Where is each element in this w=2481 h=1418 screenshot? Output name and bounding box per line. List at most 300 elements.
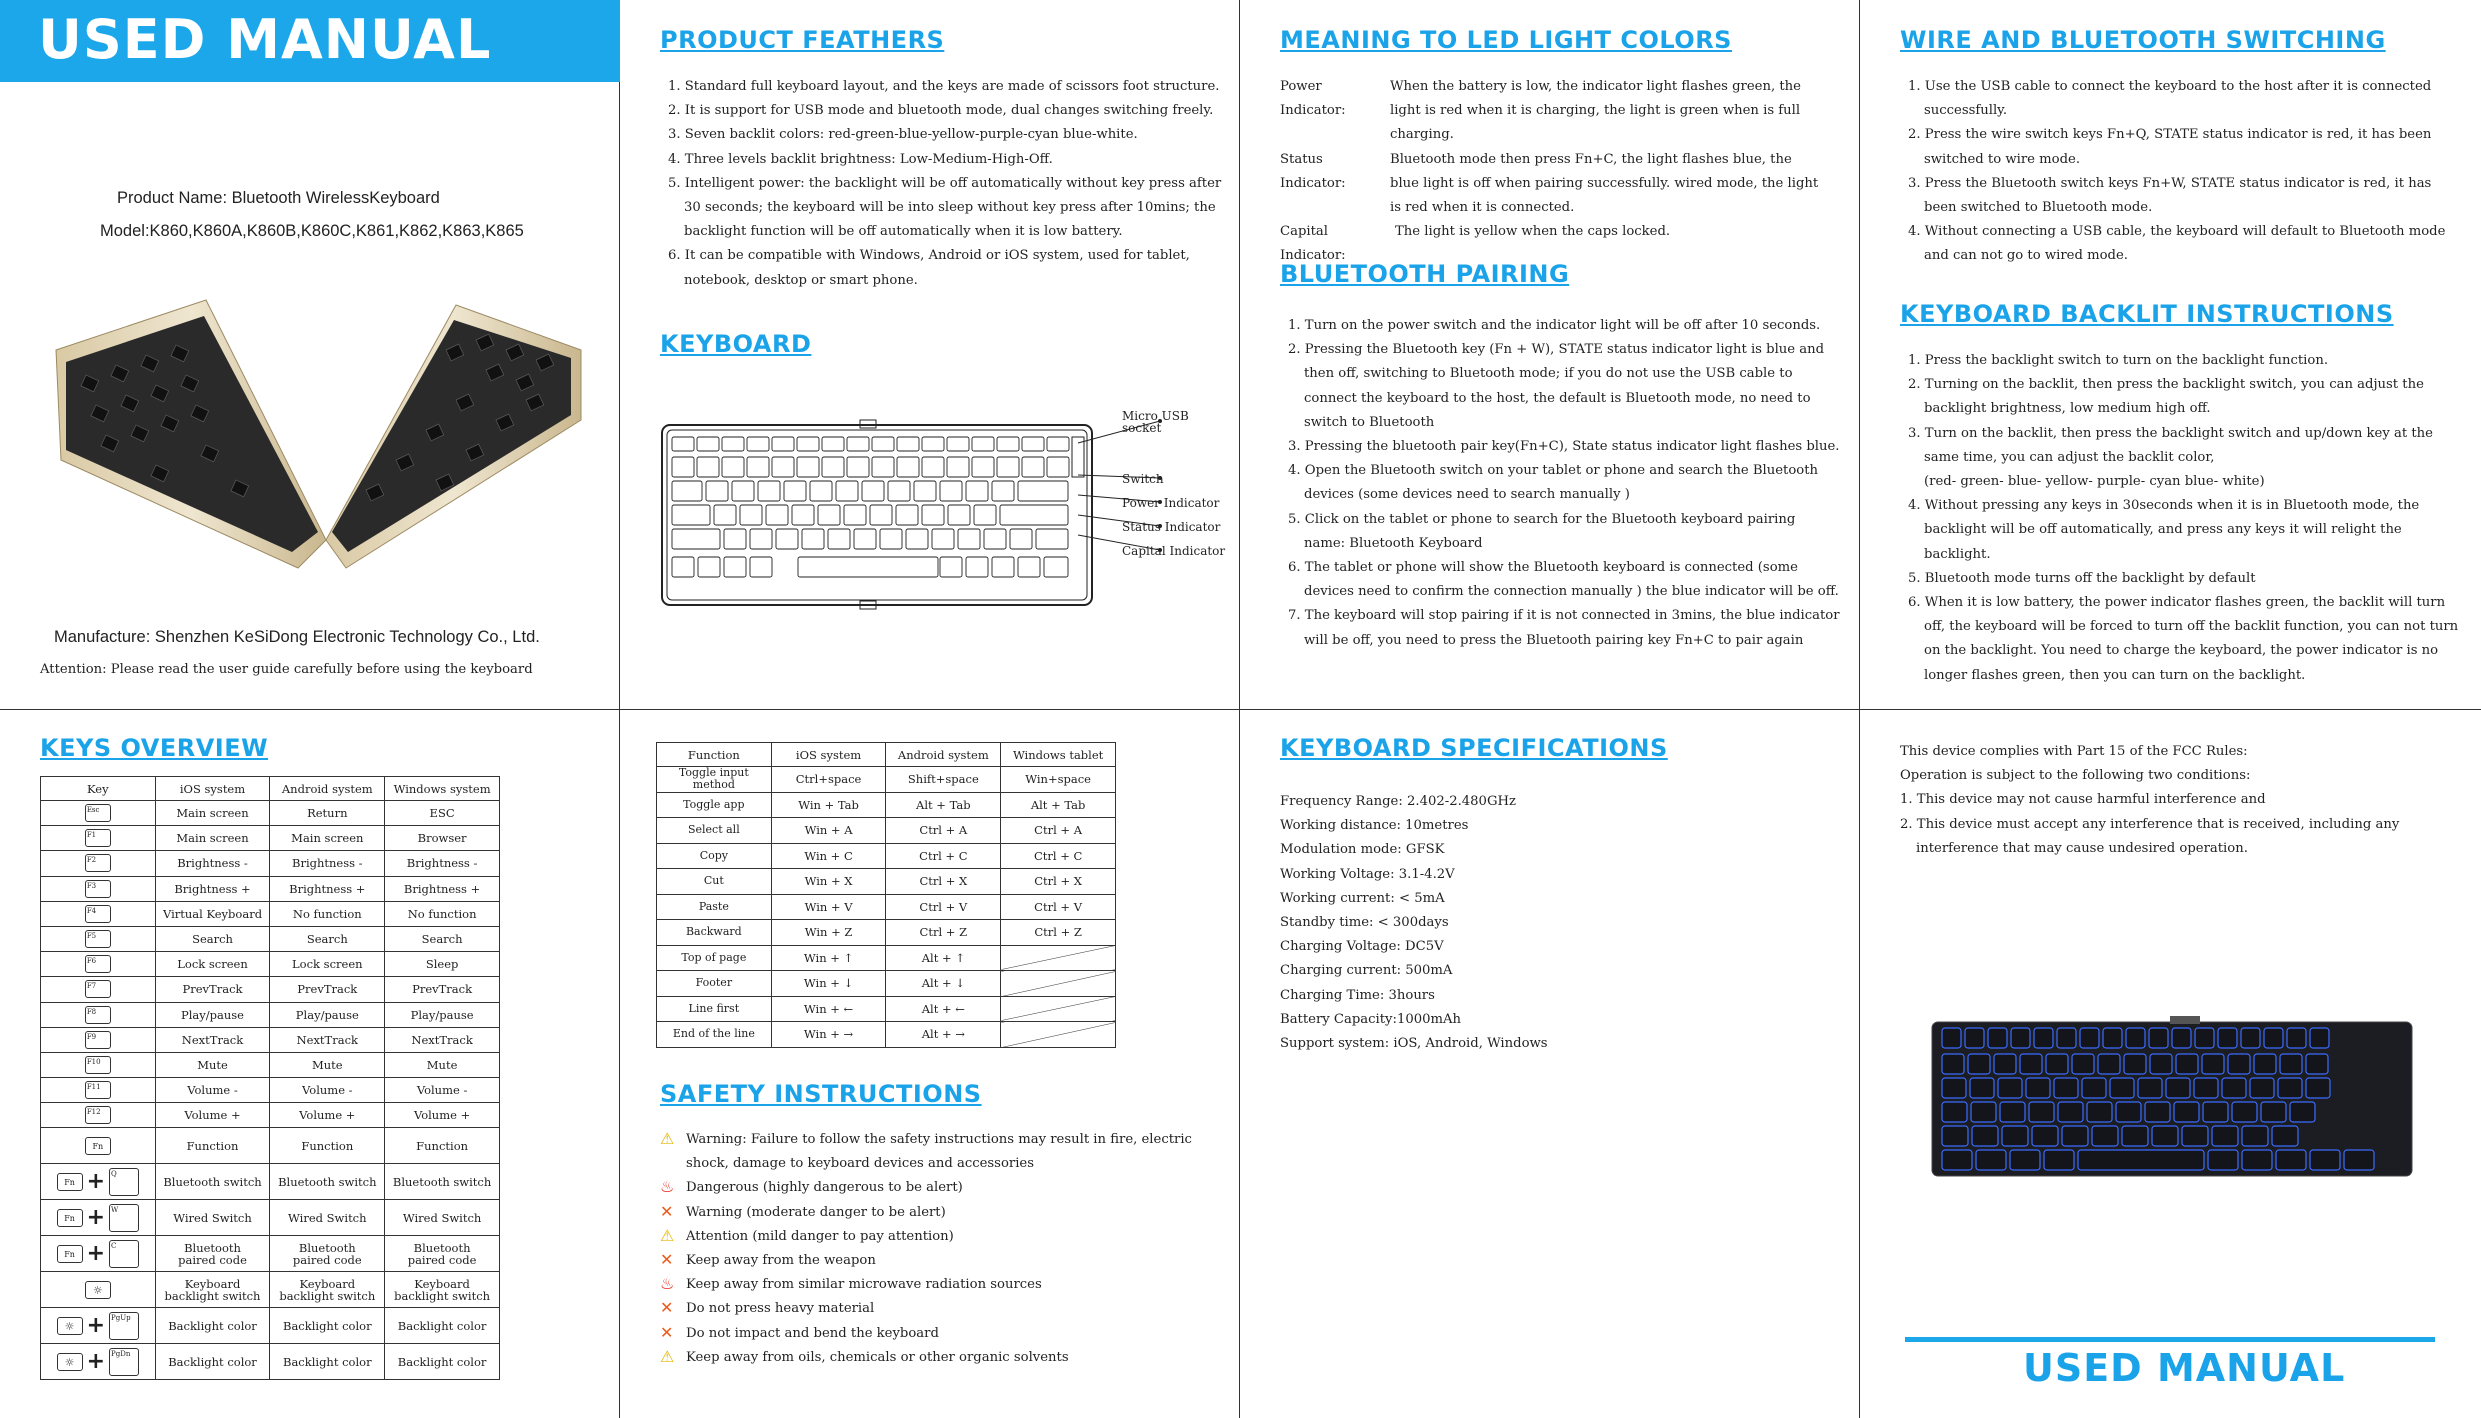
cell-ios: Win + A	[771, 818, 886, 844]
backlit-key	[2138, 1078, 2162, 1098]
specs-list	[1280, 790, 1840, 1056]
backlit-key	[1976, 1150, 2006, 1170]
combo-key-icon: PgUp	[109, 1312, 139, 1340]
cell-android: Search	[270, 926, 385, 951]
cell-function: Line first	[657, 996, 772, 1022]
backlit-key	[1942, 1126, 1968, 1146]
backlit-key	[2290, 1102, 2315, 1122]
cell-android: Alt + ↑	[886, 945, 1001, 971]
list-item: 3. Pressing the bluetooth pair key(Fn+C), State status indicator light flashes blue.	[1288, 439, 1840, 455]
list-item: 5. Click on the tablet or phone to search for the Bluetooth keyboard pairing name: Bluetooth Keyboard	[1288, 511, 1796, 551]
backlit-key	[2026, 1078, 2050, 1098]
wire-switch-title: WIRE AND BLUETOOTH SWITCHING	[1900, 26, 2386, 54]
list-item: 4. Three levels backlit brightness: Low-Medium-High-Off.	[668, 151, 1053, 167]
key-icon: F2	[85, 854, 111, 872]
backlit-key	[2166, 1078, 2190, 1098]
cell-android: Bluetooth paired code	[270, 1236, 385, 1272]
cell-ios: Backlight color	[155, 1344, 270, 1380]
cell-function: Footer	[657, 971, 772, 997]
backlit-key	[2103, 1028, 2122, 1048]
backlit-key	[2222, 1078, 2246, 1098]
safety-item	[660, 1297, 1220, 1321]
cell-ios: Win + ↑	[771, 945, 886, 971]
backlit-key	[2272, 1126, 2298, 1146]
key-cell	[41, 1164, 156, 1200]
safety-text: Keep away from similar microwave radiation sources	[686, 1277, 1042, 1293]
backlit-key	[2176, 1054, 2198, 1074]
fcc-line: This device complies with Part 15 of the FCC Rules:	[1900, 744, 2248, 759]
fn-key-icon: Fn	[57, 1209, 83, 1227]
key-cell	[41, 1344, 156, 1380]
cell-function: Paste	[657, 894, 772, 920]
cell-android: Play/pause	[270, 1002, 385, 1027]
safety-text: Attention (mild danger to pay attention)	[686, 1228, 954, 1244]
table-row	[657, 996, 1116, 1022]
table-row	[657, 971, 1116, 997]
cell-android: NextTrack	[270, 1027, 385, 1052]
warning-icon: ⚠	[660, 1129, 675, 1148]
list-item: 1. Press the backlight switch to turn on the backlight function.	[1908, 353, 2329, 368]
key-cell	[41, 1200, 156, 1236]
backlit-key	[1972, 1126, 1998, 1146]
backlit-key	[2058, 1102, 2083, 1122]
pairing-title: BLUETOOTH PAIRING	[1280, 260, 1570, 288]
keys-overview-table	[40, 776, 500, 1380]
cell-ios: Lock screen	[155, 952, 270, 977]
led-title: MEANING TO LED LIGHT COLORS	[1280, 26, 1732, 54]
backlit-key	[2278, 1078, 2302, 1098]
list-item: 6. When it is low battery, the power indicator flashes green, the backlit will turn off, the keyboard will be forced to turn off the backlit function, you can not turn on the backlight. You need to charge the keyboard, the power indicator is no longer flashes green, then you can turn on the backlight.	[1908, 595, 2459, 683]
key-cell	[41, 977, 156, 1002]
backlit-key	[2172, 1028, 2191, 1048]
led-label: Power Indicator:	[1280, 79, 1346, 119]
backlit-key	[2218, 1028, 2237, 1048]
cell-ios: Play/pause	[155, 1002, 270, 1027]
key-cell	[41, 1308, 156, 1344]
backlit-list	[1900, 349, 2465, 688]
header-android: Android system	[270, 777, 385, 801]
header-ios: iOS system	[155, 777, 270, 801]
backlit-key	[2062, 1126, 2088, 1146]
list-item: 6. The tablet or phone will show the Bluetooth keyboard is connected (some devices need to confirm the connection manually ) the blue indicator will be off.	[1288, 560, 1839, 600]
cell-ios: Win + C	[771, 843, 886, 869]
cell-function: Cut	[657, 869, 772, 895]
list-item: 5. Intelligent power: the backlight will be off automatically without key press after 30 seconds; the keyboard will be into sleep without key press after 10mins; the backlight function will be off automatically when it is low battery.	[668, 175, 1222, 240]
backlit-key	[1942, 1054, 1964, 1074]
key-cell	[41, 1002, 156, 1027]
list-item: 5. Bluetooth mode turns off the backlight by default	[1908, 570, 2256, 586]
cell-ios: NextTrack	[155, 1027, 270, 1052]
backlit-key	[2034, 1028, 2053, 1048]
header-windows: Windows system	[385, 777, 500, 801]
backlit-key	[2145, 1102, 2170, 1122]
label-switch: Switch	[1122, 472, 1164, 486]
backlit-key	[2232, 1102, 2257, 1122]
backlit-key	[2054, 1078, 2078, 1098]
key-icon: F10	[85, 1056, 111, 1074]
safety-item	[660, 1201, 1220, 1225]
backlight-key-icon: ☼	[57, 1353, 83, 1371]
warning-icon: ⚠	[660, 1346, 675, 1366]
cell-windows	[1001, 996, 1116, 1022]
backlit-key	[2002, 1126, 2028, 1146]
key-cell	[41, 901, 156, 926]
fcc-line: 2. This device must accept any interference that is received, including any interference that may cause undesired operation.	[1900, 816, 2400, 856]
plus-icon: +	[86, 1312, 106, 1338]
backlit-key	[1968, 1054, 1990, 1074]
backlit-key	[2306, 1078, 2330, 1098]
table-row	[657, 869, 1116, 895]
list-item: 3. Press the Bluetooth switch keys Fn+W, STATE status indicator is red, it has been switched to Bluetooth mode.	[1908, 175, 2432, 216]
cell-android: PrevTrack	[270, 977, 385, 1002]
cell-ios: Win + ←	[771, 996, 886, 1022]
key-cell	[41, 801, 156, 826]
cell-android: Main screen	[270, 826, 385, 851]
cell-android: Ctrl + V	[886, 894, 1001, 920]
fcc-text	[1900, 740, 2460, 861]
backlit-key	[1942, 1102, 1967, 1122]
header-android: Android system	[886, 743, 1001, 767]
backlit-key	[2280, 1054, 2302, 1074]
cell-android: Ctrl + C	[886, 843, 1001, 869]
table-row	[41, 901, 500, 926]
fn-key-icon: Fn	[57, 1173, 83, 1191]
cell-windows: Wired Switch	[385, 1200, 500, 1236]
cell-ios: Win + Z	[771, 920, 886, 946]
combo-key-icon: W	[109, 1204, 139, 1232]
cell-windows: Ctrl + C	[1001, 843, 1116, 869]
safety-text: Warning (moderate danger to be alert)	[686, 1204, 946, 1220]
cell-ios: Backlight color	[155, 1308, 270, 1344]
plus-icon: +	[86, 1204, 106, 1230]
backlit-key	[2078, 1150, 2204, 1170]
safety-text: Keep away from oils, chemicals or other organic solvents	[686, 1349, 1069, 1365]
cell-windows: PrevTrack	[385, 977, 500, 1002]
cell-android: Return	[270, 801, 385, 826]
table-row	[657, 894, 1116, 920]
backlight-key-icon: ☼	[57, 1317, 83, 1335]
keyboard-diagram	[660, 415, 1240, 615]
cell-ios: Win + Tab	[771, 792, 886, 818]
cell-windows: Bluetooth paired code	[385, 1236, 500, 1272]
cell-android: No function	[270, 901, 385, 926]
cell-android: Ctrl + X	[886, 869, 1001, 895]
table-row	[41, 1200, 500, 1236]
label-capital-indicator: Capital Indicator	[1122, 544, 1226, 558]
cell-windows: Backlight color	[385, 1344, 500, 1380]
list-item: 7. The keyboard will stop pairing if it is not connected in 3mins, the blue indicator will be off, you need to press the Bluetooth pairing key Fn+C to pair again	[1288, 608, 1840, 648]
wire-switch-list	[1900, 75, 2460, 269]
backlit-key	[2082, 1078, 2106, 1098]
list-item: 3. Seven backlit colors: red-green-blue-yellow-purple-cyan blue-white.	[668, 127, 1138, 143]
key-icon: F12	[85, 1106, 111, 1124]
backlit-key	[1965, 1028, 1984, 1048]
fire-icon: ♨	[660, 1177, 675, 1197]
list-item: 2. Turning on the backlit, then press the backlight switch, you can adjust the backlight brightness, low medium high off.	[1908, 377, 2424, 417]
backlit-key	[2000, 1102, 2025, 1122]
cell-ios: Wired Switch	[155, 1200, 270, 1236]
backlit-key	[2344, 1150, 2374, 1170]
table-row	[657, 792, 1116, 818]
cell-windows	[1001, 1022, 1116, 1048]
backlit-key	[2250, 1078, 2274, 1098]
backlit-key	[2208, 1150, 2238, 1170]
key-cell	[41, 1027, 156, 1052]
list-item: 1. Turn on the power switch and the indicator light will be off after 10 seconds.	[1288, 318, 1821, 333]
key-icon: F4	[85, 905, 111, 923]
fcc-line: 1. This device may not cause harmful interference and	[1900, 792, 2266, 808]
table-row	[657, 843, 1116, 869]
cell-ios: Brightness -	[155, 851, 270, 876]
cell-function: Toggle input method	[657, 767, 772, 793]
table-row	[41, 801, 500, 826]
table-row	[41, 977, 500, 1002]
backlit-key	[1998, 1078, 2022, 1098]
backlit-key	[1970, 1078, 1994, 1098]
led-text: Bluetooth mode then press Fn+C, the light flashes blue, the blue light is off when pairing successfully. wired mode, the light is red when it is connected.	[1390, 151, 1819, 216]
header-ios: iOS system	[771, 743, 886, 767]
backlit-key	[2182, 1126, 2208, 1146]
table-row	[41, 926, 500, 951]
cell-android: Ctrl + A	[886, 818, 1001, 844]
safety-item	[660, 1176, 1220, 1200]
backlight-key-icon: ☼	[85, 1281, 111, 1299]
cell-windows: Volume -	[385, 1078, 500, 1103]
backlit-key	[2152, 1126, 2178, 1146]
backlit-key	[2020, 1054, 2042, 1074]
cell-windows: Ctrl + Z	[1001, 920, 1116, 946]
key-cell	[41, 1236, 156, 1272]
cell-android: Lock screen	[270, 952, 385, 977]
key-icon: F5	[85, 930, 111, 948]
spec-item: Working distance: 10metres	[1280, 818, 1469, 834]
led-text: The light is yellow when the caps locked.	[1395, 224, 1671, 240]
keys-overview-title: KEYS OVERVIEW	[40, 734, 269, 762]
cell-android: Brightness -	[270, 851, 385, 876]
cell-function: End of the line	[657, 1022, 772, 1048]
backlit-key	[2306, 1054, 2328, 1074]
backlit-key	[2046, 1054, 2068, 1074]
cell-windows: Mute	[385, 1052, 500, 1077]
cell-ios: Volume -	[155, 1078, 270, 1103]
table-row	[41, 1027, 500, 1052]
cell-android: Mute	[270, 1052, 385, 1077]
cell-android: Keyboard backlight switch	[270, 1272, 385, 1308]
manufacturer: Manufacture: Shenzhen KeSiDong Electronic Technology Co., Ltd.	[54, 628, 540, 646]
safety-text: Do not impact and bend the keyboard	[686, 1325, 939, 1341]
cell-windows	[1001, 971, 1116, 997]
table-row	[41, 1128, 500, 1164]
backlit-key	[1942, 1028, 1961, 1048]
key-icon: F1	[85, 829, 111, 847]
key-cell	[41, 1052, 156, 1077]
spec-item: Modulation mode: GFSK	[1280, 842, 1445, 858]
cell-ios: Keyboard backlight switch	[155, 1272, 270, 1308]
list-item: 1. Standard full keyboard layout, and the keys are made of scissors foot structure.	[668, 79, 1220, 94]
product-name: Product Name: Bluetooth WirelessKeyboard	[117, 189, 440, 207]
safety-title: SAFETY INSTRUCTIONS	[660, 1080, 982, 1108]
specs-panel	[1240, 710, 1860, 1418]
keyboard-title: KEYBOARD	[660, 330, 812, 358]
key-cell	[41, 826, 156, 851]
key-cell	[41, 926, 156, 951]
fire-icon: ♨	[660, 1274, 675, 1294]
key-cell	[41, 952, 156, 977]
backlit-key	[2092, 1126, 2118, 1146]
cross-icon: ✕	[660, 1250, 674, 1270]
fcc-panel	[1860, 710, 2480, 1418]
cross-icon: ✕	[660, 1322, 674, 1342]
cell-android: Brightness +	[270, 876, 385, 901]
shortcuts-panel	[620, 710, 1240, 1418]
cell-android: Volume +	[270, 1103, 385, 1128]
cell-windows: Alt + Tab	[1001, 792, 1116, 818]
cell-windows: NextTrack	[385, 1027, 500, 1052]
table-row	[657, 1022, 1116, 1048]
cell-android: Alt + ↓	[886, 971, 1001, 997]
fcc-line: Operation is subject to the following two conditions:	[1900, 768, 2251, 784]
cell-function: Top of page	[657, 945, 772, 971]
safety-text: Do not press heavy material	[686, 1301, 875, 1317]
safety-item	[660, 1249, 1220, 1273]
spec-item: Support system: iOS, Android, Windows	[1280, 1036, 1548, 1052]
table-row	[657, 920, 1116, 946]
cell-function: Backward	[657, 920, 772, 946]
safety-item	[660, 1273, 1220, 1297]
table-row	[41, 1236, 500, 1272]
key-cell	[41, 1272, 156, 1308]
cell-windows: Ctrl + V	[1001, 894, 1116, 920]
backlit-key	[2261, 1102, 2286, 1122]
backlit-key	[2228, 1054, 2250, 1074]
cell-ios: Win + ↓	[771, 971, 886, 997]
cell-windows: Brightness +	[385, 876, 500, 901]
backlit-key	[2242, 1150, 2272, 1170]
cell-windows: Sleep	[385, 952, 500, 977]
backlit-key	[2212, 1126, 2238, 1146]
backlit-key	[2080, 1028, 2099, 1048]
backlit-key	[2150, 1054, 2172, 1074]
cell-function: Select all	[657, 818, 772, 844]
led-rows	[1280, 75, 1820, 269]
table-row	[41, 1344, 500, 1380]
cell-android: Volume -	[270, 1078, 385, 1103]
led-label: Status Indicator:	[1280, 151, 1346, 191]
backlit-key	[2098, 1054, 2120, 1074]
plus-icon: +	[86, 1168, 106, 1194]
combo-key-icon: PgDn	[109, 1348, 139, 1376]
cell-windows: Browser	[385, 826, 500, 851]
cell-ios: Win + →	[771, 1022, 886, 1048]
backlit-key	[2032, 1126, 2058, 1146]
label-micro-usb: Micro USB socket	[1122, 409, 1189, 435]
spec-item: Charging current: 500mA	[1280, 963, 1453, 979]
cell-windows: Ctrl + A	[1001, 818, 1116, 844]
backlit-key	[2241, 1028, 2260, 1048]
safety-item	[660, 1225, 1220, 1249]
table-row	[41, 851, 500, 876]
spec-item: Battery Capacity:1000mAh	[1280, 1011, 1462, 1027]
cover-panel	[0, 0, 620, 709]
cell-ios: Ctrl+space	[771, 767, 886, 793]
table-row	[657, 818, 1116, 844]
list-item: 2. Pressing the Bluetooth key (Fn + W), STATE status indicator light is blue and then off, switching to Bluetooth mode; if you do not use the USB cable to connect the keyboard to the host, the default is Bluetooth mode, no need to switch to Bluetooth	[1288, 342, 1825, 430]
table-row	[41, 1308, 500, 1344]
spec-item: Charging Voltage: DC5V	[1280, 939, 1444, 955]
backlit-key	[2264, 1028, 2283, 1048]
backlit-key	[1994, 1054, 2016, 1074]
table-row	[657, 945, 1116, 971]
backlit-key	[2057, 1028, 2076, 1048]
backlit-title: KEYBOARD BACKLIT INSTRUCTIONS	[1900, 300, 2394, 328]
cell-android: Alt + ←	[886, 996, 1001, 1022]
cell-ios: Search	[155, 926, 270, 951]
list-item: 3. Turn on the backlit, then press the backlight switch and up/down key at the same time, you can adjust the backlit color,	[1908, 425, 2433, 465]
backlit-key	[2195, 1028, 2214, 1048]
attention-note: Attention: Please read the user guide carefully before using the keyboard	[40, 662, 533, 677]
label-status-indicator: Status Indicator	[1122, 520, 1221, 534]
cell-android: Alt + Tab	[886, 792, 1001, 818]
cell-android: Backlight color	[270, 1344, 385, 1380]
key-icon: F8	[85, 1006, 111, 1024]
safety-item	[660, 1346, 1220, 1370]
backlit-key	[2122, 1126, 2148, 1146]
cell-ios: Function	[155, 1128, 270, 1164]
table-row	[41, 826, 500, 851]
features-panel	[620, 0, 1240, 709]
table-row	[41, 1272, 500, 1308]
key-cell	[41, 876, 156, 901]
features-title: PRODUCT FEATHERS	[660, 26, 945, 54]
backlit-key	[2087, 1102, 2112, 1122]
backlit-key	[2310, 1028, 2329, 1048]
model-list: Model:K860,K860A,K860B,K860C,K861,K862,K863,K865	[100, 222, 524, 240]
key-cell	[41, 1128, 156, 1164]
backlit-keyboard-image	[1930, 1016, 2430, 1178]
backlit-key	[2254, 1054, 2276, 1074]
cell-android: Alt + →	[886, 1022, 1001, 1048]
plus-icon: +	[86, 1348, 106, 1374]
cell-windows	[1001, 945, 1116, 971]
safety-list	[660, 1128, 1220, 1370]
cell-windows: Volume +	[385, 1103, 500, 1128]
cell-windows: No function	[385, 901, 500, 926]
label-power-indicator: Power Indicator	[1122, 496, 1220, 510]
list-item: 2. It is support for USB mode and bluetooth mode, dual changes switching freely.	[668, 103, 1214, 119]
list-item: 4. Without pressing any keys in 30seconds when it is in Bluetooth mode, the backlight will be off automatically, and press any keys it will relight the backlight.	[1908, 498, 2420, 562]
backlit-key	[2116, 1102, 2141, 1122]
backlit-key	[2276, 1150, 2306, 1170]
list-item: 2. Press the wire switch keys Fn+Q, STATE status indicator is red, it has been switched to wire mode.	[1908, 127, 2432, 167]
plus-icon: +	[86, 1240, 106, 1266]
cell-windows: Bluetooth switch	[385, 1164, 500, 1200]
cell-ios: PrevTrack	[155, 977, 270, 1002]
list-item: 1. Use the USB cable to connect the keyboard to the host after it is connected successfully.	[1908, 79, 2432, 119]
spec-item: Frequency Range: 2.402-2.480GHz	[1280, 794, 1516, 809]
cell-ios: Volume +	[155, 1103, 270, 1128]
led-panel	[1240, 0, 1860, 709]
key-icon: F3	[85, 880, 111, 898]
backlit-key	[2010, 1150, 2040, 1170]
cell-android: Shift+space	[886, 767, 1001, 793]
list-item: 6. It can be compatible with Windows, Android or iOS system, used for tablet, notebook, desktop or smart phone.	[668, 248, 1190, 288]
cell-ios: Win + X	[771, 869, 886, 895]
cell-android: Wired Switch	[270, 1200, 385, 1236]
led-label: Capital Indicator:	[1280, 224, 1346, 264]
table-row	[41, 952, 500, 977]
backlit-key	[1971, 1102, 1996, 1122]
key-icon: F7	[85, 980, 111, 998]
